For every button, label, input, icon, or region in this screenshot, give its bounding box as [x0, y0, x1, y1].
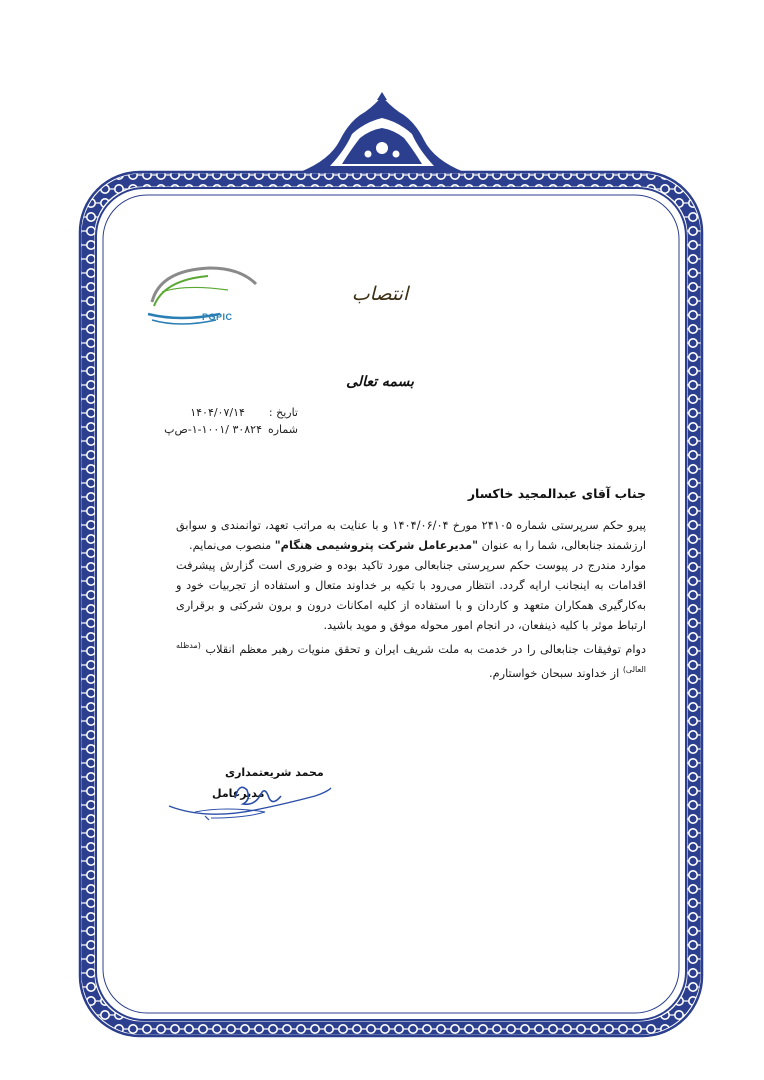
p3-end: از خداوند سبحان خواستارم.	[489, 666, 623, 680]
date-label: تاریخ :	[268, 406, 298, 419]
letter-body	[176, 516, 646, 684]
number-value: ۳۰۸۲۴ /۱-۱۰۰۱-ص‌پ	[164, 423, 262, 436]
p1-end: منصوب می‌نمایم.	[189, 539, 275, 552]
paragraph-3	[176, 636, 646, 684]
number-label: شماره	[267, 423, 298, 436]
signer-name: محمد شریعتمداری	[225, 766, 324, 779]
company-logo	[140, 262, 260, 332]
handwritten-signature	[165, 776, 335, 826]
number-row	[164, 421, 298, 438]
p1-bold: "مدیرعامل شرکت پتروشیمی هنگام"	[274, 539, 479, 552]
letter-meta	[164, 404, 298, 438]
logo-brand: PGPIC	[202, 312, 233, 322]
paragraph-1	[176, 516, 646, 556]
logo-swoosh-icon	[140, 262, 260, 332]
invocation: بسمه تعالی	[346, 374, 414, 390]
p3-text: دوام توفیقات جنابعالی را در خدمت به ملت شریف ایران و تحقق منویات رهبر معظم انقلاب	[200, 642, 646, 656]
document-title: انتصاب	[351, 283, 409, 305]
date-row	[168, 404, 298, 421]
signer-position: مدیرعامل	[212, 787, 265, 800]
paragraph-2: موارد مندرج در پیوست حکم سرپرستی جنابعالی مورد تاکید بوده و ضروری است گزارش پیشرفت اقدامات به اینجانب ارایه گردد. انتظار می‌رود با تکیه بر خداوند متعال و استفاده از تجربیات خود و به‌کارگیری همکاران متعهد و کاردان و با استفاده از کلیه امکانات درون و برون شرکتی و برقراری ارتباط موثر با کلیه ذینفعان، در انجام امور محوله موفق و موید باشید.	[176, 559, 646, 632]
recipient: جناب آقای عبدالمجید خاکسار	[467, 486, 646, 501]
p1-text: پیرو حکم سرپرستی شماره ۲۴۱۰۵ مورخ ۱۴۰۴/۰۶/۰۴ و با عنایت به مراتب تعهد، توانمندی و سوابق ارزشمند جنابعالی، شما را به عنوان	[176, 519, 646, 552]
top-ornament	[300, 92, 464, 172]
date-value: ۱۴۰۴/۰۷/۱۴	[190, 406, 245, 419]
p3-honorific: (مدظله العالی)	[176, 641, 646, 674]
